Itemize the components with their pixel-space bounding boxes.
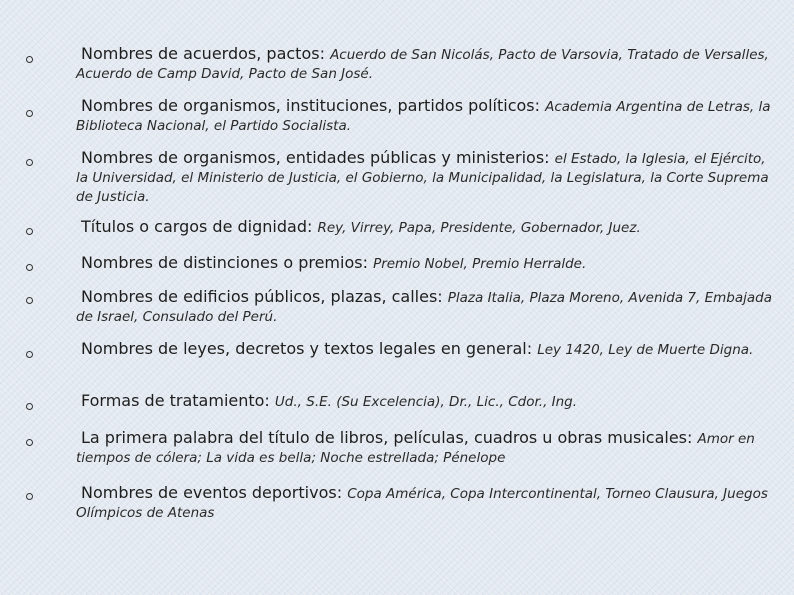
item-examples: Plaza Italia, Plaza Moreno, Avenida 7, Embajada de Israel, Consulado del Perú. — [76, 290, 772, 325]
item-text — [76, 392, 776, 411]
item-text — [76, 484, 776, 522]
bullet-icon — [26, 297, 33, 304]
item-term: Títulos o cargos de dignidad: — [81, 217, 313, 236]
bullet-icon — [26, 439, 33, 446]
bullet-icon — [26, 159, 33, 166]
item-text — [76, 45, 776, 83]
item-text — [76, 149, 776, 206]
item-term: Nombres de acuerdos, pactos: — [81, 44, 325, 63]
item-examples: Premio Nobel, Premio Herralde. — [373, 256, 587, 272]
item-examples: Ley 1420, Ley de Muerte Digna. — [537, 342, 754, 358]
bullet-icon — [26, 264, 33, 271]
item-examples: Acuerdo de San Nicolás, Pacto de Varsovia, Tratado de Versalles, Acuerdo de Camp David, Pacto de San José. — [76, 47, 769, 82]
item-term: Nombres de edificios públicos, plazas, calles: — [81, 287, 443, 306]
item-text — [76, 429, 776, 467]
item-text — [76, 218, 776, 237]
item-examples: Academia Argentina de Letras, la Biblioteca Nacional, el Partido Socialista. — [76, 99, 771, 134]
item-term: Nombres de organismos, instituciones, partidos políticos: — [81, 96, 540, 115]
bullet-icon — [26, 351, 33, 358]
item-term: La primera palabra del título de libros, películas, cuadros u obras musicales: — [81, 428, 693, 447]
item-examples: Rey, Virrey, Papa, Presidente, Gobernador, Juez. — [317, 220, 641, 236]
bullet-icon — [26, 493, 33, 500]
item-text — [76, 254, 776, 273]
item-term: Nombres de organismos, entidades públicas y ministerios: — [81, 148, 550, 167]
item-term: Formas de tratamiento: — [81, 391, 270, 410]
bullet-icon — [26, 56, 33, 63]
item-term: Nombres de leyes, decretos y textos legales en general: — [81, 339, 533, 358]
item-examples: el Estado, la Iglesia, el Ejército, la Universidad, el Ministerio de Justicia, el Gobierno, la Municipalidad, la Legislatura, la Corte Suprema de Justicia. — [76, 151, 769, 205]
item-term: Nombres de eventos deportivos: — [81, 483, 343, 502]
bullet-icon — [26, 403, 33, 410]
item-text — [76, 97, 776, 135]
item-text — [76, 288, 776, 326]
item-examples: Amor en tiempos de cólera; La vida es bella; Noche estrellada; Pénelope — [76, 431, 755, 466]
bullet-icon — [26, 228, 33, 235]
item-term: Nombres de distinciones o premios: — [81, 253, 368, 272]
item-text — [76, 340, 776, 359]
item-examples: Copa América, Copa Intercontinental, Torneo Clausura, Juegos Olímpicos de Atenas — [76, 486, 768, 521]
item-examples: Ud., S.E. (Su Excelencia), Dr., Lic., Cdor., Ing. — [274, 394, 578, 410]
bullet-icon — [26, 110, 33, 117]
